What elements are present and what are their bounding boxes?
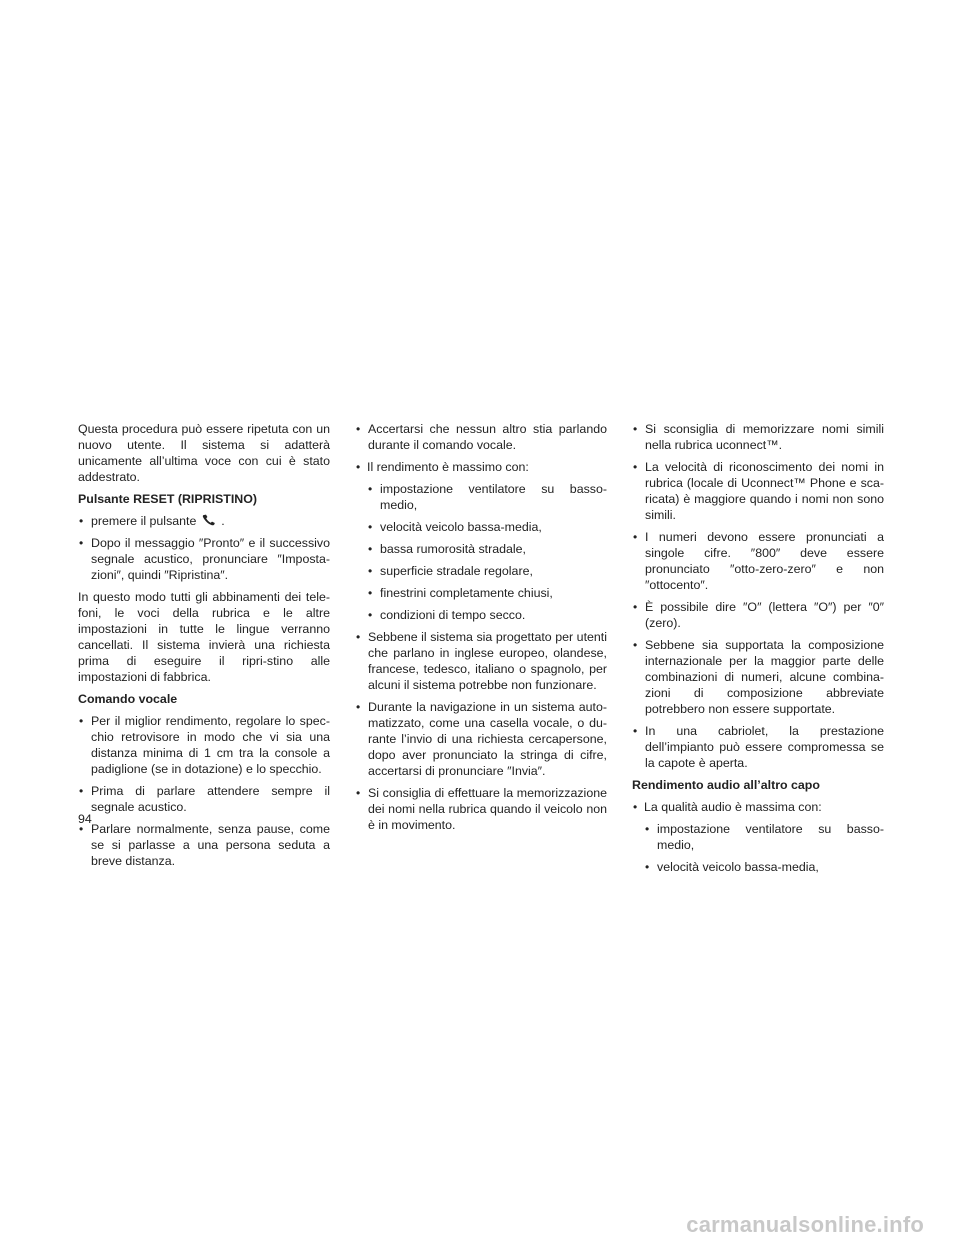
voice-list-continued [355,421,607,833]
column-1 [78,421,330,875]
list-item: • Durante la navigazione in un sistema auto-matizzato, come una casella vocale, o du-rante l’invio di una richiesta cercapersone, dopo aver pronunciato la stringa di cifre, accertarsi di pronunciare ″Invia″. [355,699,607,779]
list-item: • Accertarsi che nessun altro stia parlando durante il comando vocale. [355,421,607,453]
list-item-with-sublist [355,459,607,623]
sublist-item: • bassa rumorosità stradale, [367,541,607,557]
reset-step-1-pre: premere il pulsante [91,514,197,528]
sublist [644,821,884,875]
sublist-item: • finestrini completamente chiusi, [367,585,607,601]
sublist-item: • impostazione ventilatore su basso-medio, [644,821,884,853]
audio-heading: Rendimento audio all’altro capo [632,778,820,792]
bullet: • [356,460,361,474]
sublist-item: • velocità veicolo bassa-media, [367,519,607,535]
list-item: • In una cabriolet, la prestazione dell’impianto può essere compromessa se la capote è aperta. [632,723,884,771]
list-item-with-sublist [632,799,884,875]
voice-list [78,713,330,869]
sublist-item: • impostazione ventilatore su basso-medio, [367,481,607,513]
list-item: • Parlare normalmente, senza pause, come se si parlasse a una persona seduta a breve distanza. [78,821,330,869]
list-item: • Dopo il messaggio ″Pronto″ e il successivo segnale acustico, pronunciare ″Imposta-zioni″, quindi ″Ripristina″. [78,535,330,583]
sublist [367,481,607,623]
tips-list [632,421,884,771]
reset-heading: Pulsante RESET (RIPRISTINO) [78,492,257,506]
column-3 [632,421,884,881]
list-item: • È possibile dire ″O″ (lettera ″O″) per ″0″ (zero). [632,599,884,631]
list-item: • La velocità di riconoscimento dei nomi in rubrica (locale di Uconnect™ Phone e sca-ricata) è maggiore quando i nomi non sono simili. [632,459,884,523]
list-item: • I numeri devono essere pronunciati a singole cifre. ″800″ deve essere pronunciato ″otto-zero-zero″ e non ″ottocento″. [632,529,884,593]
column-2 [355,421,607,839]
reset-paragraph: In questo modo tutti gli abbinamenti dei tele-foni, le voci della rubrica e le altre impostazioni in tutte le lingue verranno cancellati. Il sistema invierà una richiesta prima di eseguire il ripri-stino alle impostazioni di fabbrica. [78,590,330,684]
sublist-intro: Il rendimento è massimo con: [367,460,529,474]
list-item [78,513,330,529]
reset-step-1-post: . [221,514,225,528]
list-item: • Prima di parlare attendere sempre il segnale acustico. [78,783,330,815]
bullet: • [633,800,638,814]
list-item: • Sebbene sia supportata la composizione internazionale per la maggior parte delle combinazioni di numeri, alcune combina-zioni di composizione abbreviate potrebbero non essere supportate. [632,637,884,717]
sublist-item: • velocità veicolo bassa-media, [644,859,884,875]
sublist-item: • condizioni di tempo secco. [367,607,607,623]
sublist-item: • superficie stradale regolare, [367,563,607,579]
list-item: • Sebbene il sistema sia progettato per utenti che parlano in inglese europeo, olandese, francese, tedesco, italiano o spagnolo, per alcuni il sistema potrebbe non funzionare. [355,629,607,693]
list-item: • Per il miglior rendimento, regolare lo spec-chio retrovisore in modo che vi sia una distanza minima di 1 cm tra la console a padiglione (se in dotazione) e lo specchio. [78,713,330,777]
watermark: carmanualsonline.info [686,1212,924,1237]
reset-list [78,513,330,583]
page-number: 94 [78,812,92,826]
sublist-intro: La qualità audio è massima con: [644,800,822,814]
audio-list [632,799,884,875]
voice-heading: Comando vocale [78,692,178,706]
phone-icon [202,514,216,526]
list-item: • Si sconsiglia di memorizzare nomi simili nella rubrica uconnect™. [632,421,884,453]
intro-paragraph: Questa procedura può essere ripetuta con un nuovo utente. Il sistema si adatterà unicamente all’ultima voce con cui è stato addestrato. [78,422,330,484]
list-item: • Si consiglia di effettuare la memorizzazione dei nomi nella rubrica quando il veicolo non è in movimento. [355,785,607,833]
